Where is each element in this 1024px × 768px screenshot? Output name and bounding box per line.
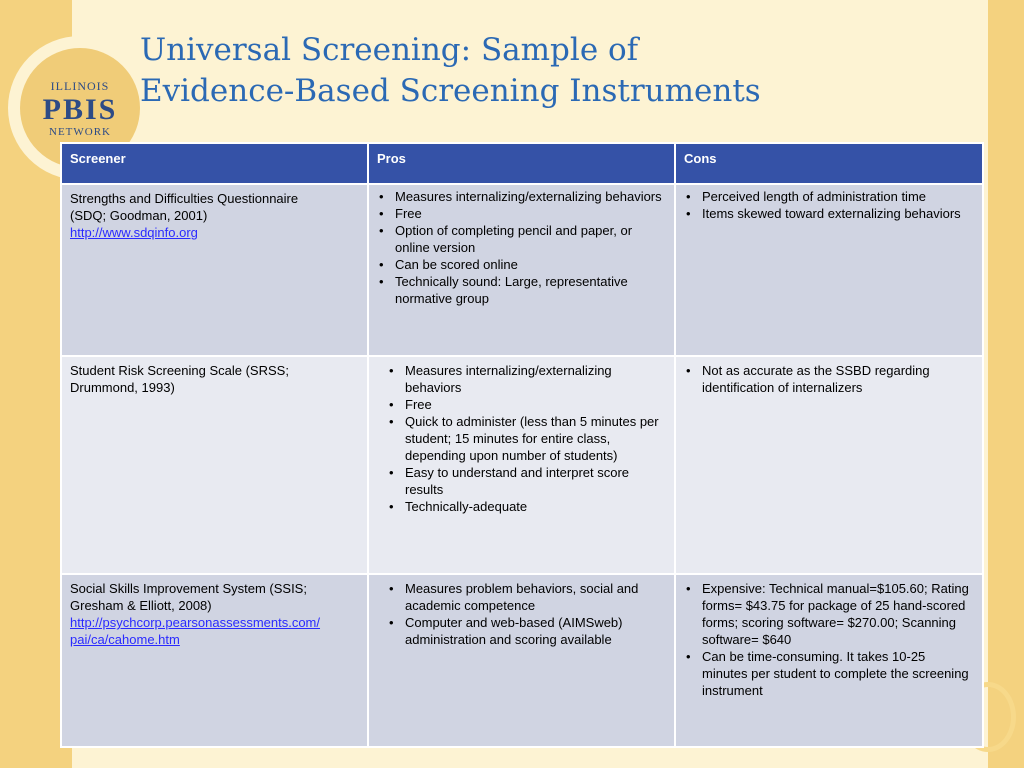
screener-name: Student Risk Screening Scale (SRSS; [70,363,289,378]
pros-item: • Free [405,396,666,413]
table-header-row [61,143,983,184]
cons-cell [675,356,983,574]
table-row [61,356,983,574]
screener-cell [61,574,368,747]
screener-link[interactable] [70,614,359,648]
pros-list [377,188,666,307]
pros-item: • Technically sound: Large, representative normative group [395,273,666,307]
pros-item: • Computer and web-based (AIMSweb) administration and scoring available [405,614,666,648]
pros-item: • Technically-adequate [405,498,666,515]
screener-citation: Drummond, 1993) [70,380,175,395]
pros-item: • Quick to administer (less than 5 minutes per student; 15 minutes for entire class, depending upon number of students) [405,413,666,464]
logo-text-bottom: NETWORK [49,125,111,138]
screener-cell [61,184,368,356]
table-row [61,574,983,747]
pros-cell [368,356,675,574]
screener-citation: (SDQ; Goodman, 2001) [70,208,208,223]
cons-item: • Not as accurate as the SSBD regarding identification of internalizers [702,362,974,396]
screener-name: Strengths and Difficulties Questionnaire [70,191,299,206]
pros-item: • Can be scored online [395,256,666,273]
pros-cell [368,574,675,747]
cons-item: • Can be time-consuming. It takes 10-25 minutes per student to complete the screening instrument [702,648,974,699]
cons-list [684,362,974,396]
column-header-pros: Pros [368,143,675,184]
cons-list [684,188,974,222]
cons-item: • Items skewed toward externalizing behaviors [702,205,974,222]
screening-instruments-table [60,142,984,748]
cons-item: • Perceived length of administration time [702,188,974,205]
pros-list [387,580,666,648]
screener-link[interactable]: http://www.sdqinfo.org [70,225,198,240]
title-line-2: Evidence-Based Screening Instruments [140,73,761,109]
pros-item: • Option of completing pencil and paper, or online version [395,222,666,256]
pros-item: • Easy to understand and interpret score results [405,464,666,498]
screener-cell [61,356,368,574]
right-decorative-stripe [988,0,1024,768]
cons-cell [675,574,983,747]
table-row [61,184,983,356]
column-header-screener: Screener [61,143,368,184]
screener-citation: Gresham & Elliott, 2008) [70,598,212,613]
cons-item: • Expensive: Technical manual=$105.60; Rating forms= $43.75 for package of 25 hand-scored forms; scoring software= $270.00; Scanning software= $640 [702,580,974,648]
pros-list [387,362,666,515]
cons-cell [675,184,983,356]
title-line-1: Universal Screening: Sample of [140,32,639,68]
screener-name: Social Skills Improvement System (SSIS; [70,581,307,596]
screener-link-part-1: http://psychcorp.pearsonassessments.com/ [70,615,321,630]
page-title [140,30,960,112]
pros-item: • Measures internalizing/externalizing behaviors [405,362,666,396]
pros-item: • Free [395,205,666,222]
logo-text-top: ILLINOIS [50,78,110,93]
pros-cell [368,184,675,356]
column-header-cons: Cons [675,143,983,184]
cons-list [684,580,974,699]
pros-item: • Measures problem behaviors, social and academic competence [405,580,666,614]
logo-text-middle: PBIS [42,92,118,126]
screener-link-part-2: pai/ca/cahome.htm [70,632,180,647]
pros-item: • Measures internalizing/externalizing behaviors [395,188,666,205]
